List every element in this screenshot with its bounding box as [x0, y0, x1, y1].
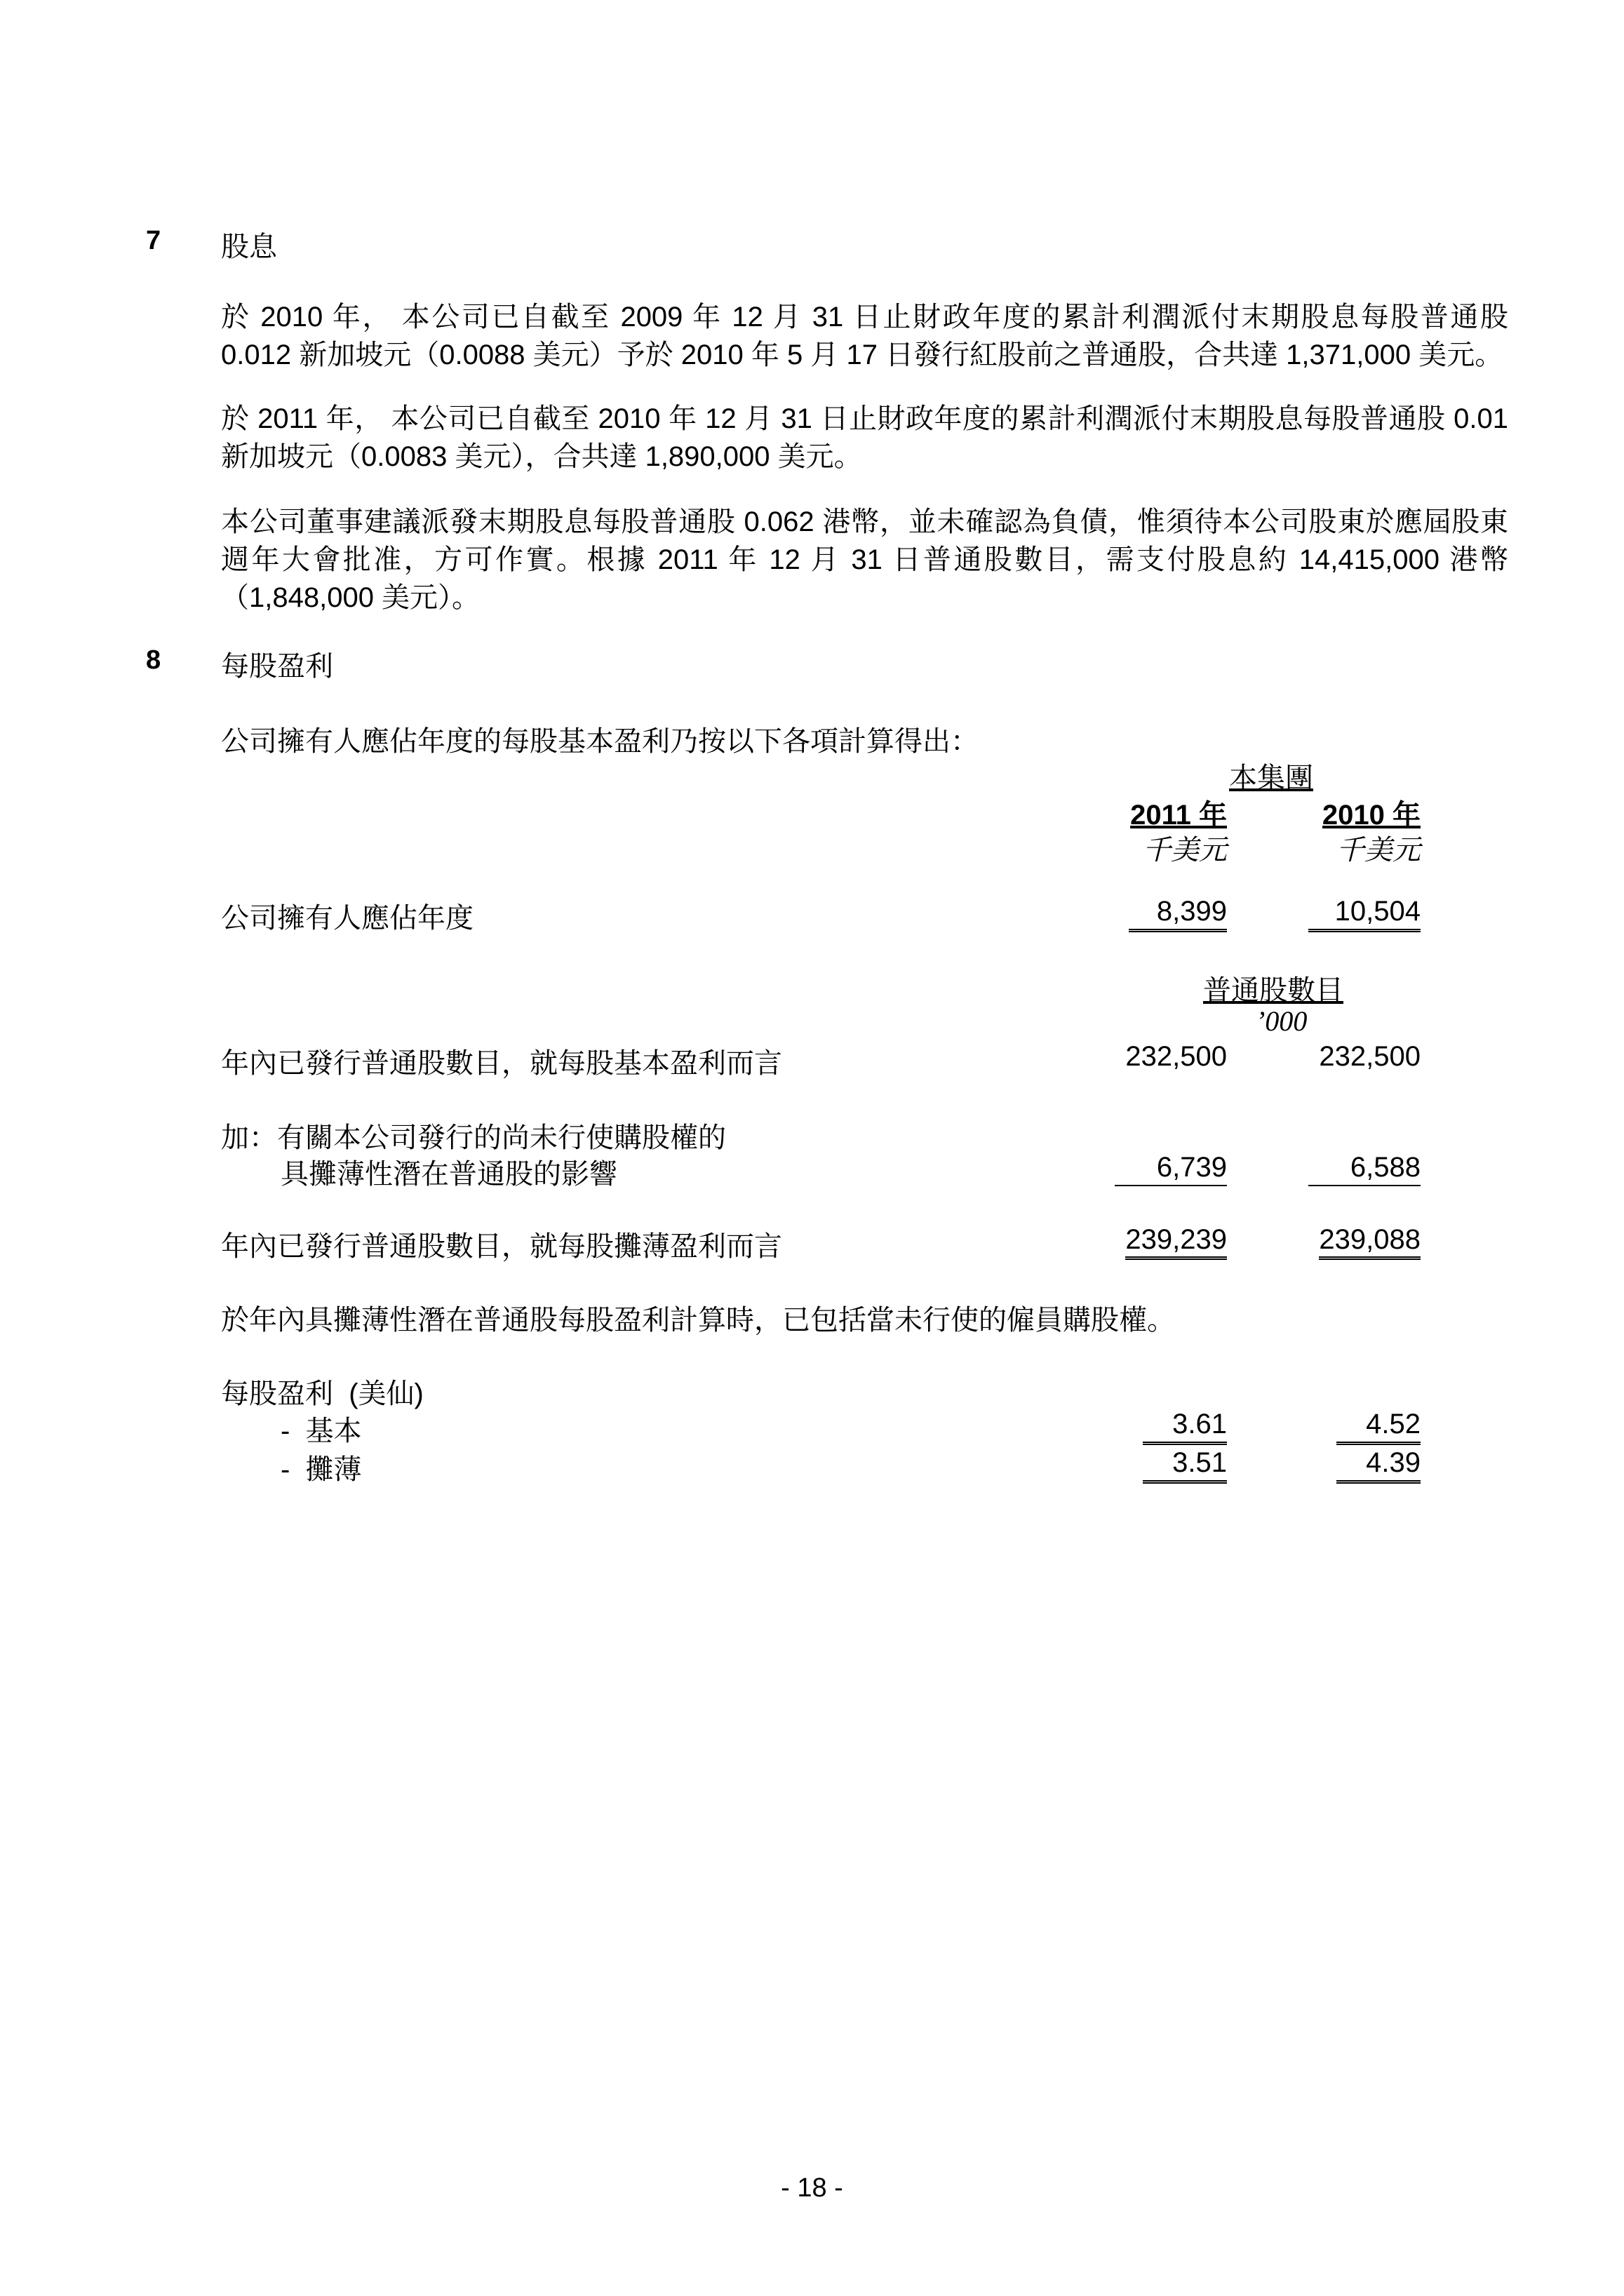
shares-unit: ’000 [1256, 1005, 1308, 1037]
row-eps-diluted-2011-value: 3.51 [1143, 1447, 1227, 1484]
section-7-title: 股息 [221, 231, 277, 262]
row-add-2010-value: 6,588 [1308, 1152, 1421, 1186]
row-add-label-line1: 加：有關本公司發行的尚未行使購股權的 [221, 1122, 726, 1153]
row-add-label-line2: 具攤薄性潛在普通股的影響 [281, 1159, 617, 1190]
col2-unit: 千美元 [1336, 834, 1421, 866]
row-add-2011-value: 6,739 [1115, 1152, 1227, 1186]
row-eps-diluted-2010 [1336, 1447, 1421, 1484]
section-8-title: 每股盈利 [221, 651, 333, 682]
row-eps-basic-label: - 基本 [281, 1416, 362, 1446]
row-diluted-shares-2010 [1319, 1224, 1421, 1256]
row-add-2010 [1308, 1152, 1421, 1186]
row-profit-2010-value: 10,504 [1308, 896, 1421, 932]
row-profit-2010 [1308, 896, 1421, 932]
row-profit-2011-value: 8,399 [1129, 896, 1227, 932]
section-7-number: 7 [146, 226, 161, 255]
row-diluted-shares-2010-value: 239,088 [1319, 1224, 1421, 1260]
row-diluted-shares-2011 [1125, 1224, 1227, 1256]
col1-unit: 千美元 [1143, 834, 1227, 866]
row-basic-shares-2011: 232,500 [1125, 1041, 1227, 1072]
dilution-note: 於年內具攤薄性潛在普通股每股盈利計算時，已包括當未行使的僱員購股權。 [221, 1305, 1175, 1336]
row-basic-shares-label: 年內已發行普通股數目，就每股基本盈利而言 [221, 1048, 782, 1079]
row-eps-diluted-2011 [1143, 1447, 1227, 1484]
eps-intro: 公司擁有人應佔年度的每股基本盈利乃按以下各項計算得出： [221, 726, 979, 757]
shares-header: 普通股數目 [1203, 975, 1343, 1006]
page-number: - 18 - [781, 2173, 843, 2203]
row-add-2011 [1115, 1152, 1227, 1186]
row-diluted-shares-label: 年內已發行普通股數目，就每股攤薄盈利而言 [221, 1231, 782, 1262]
group-header: 本集團 [1229, 763, 1313, 793]
row-profit-2011 [1129, 896, 1227, 932]
row-basic-shares-2010: 232,500 [1319, 1041, 1421, 1072]
row-diluted-shares-2011-value: 239,239 [1125, 1224, 1227, 1260]
col1-year: 2011 年 [1130, 800, 1227, 831]
row-profit-label: 公司擁有人應佔年度 [221, 903, 474, 934]
row-eps-basic-2011 [1143, 1409, 1227, 1445]
row-eps-diluted-label: - 攤薄 [281, 1454, 362, 1485]
section-7-paragraph-1: 於 2010 年， 本公司已自截至 2009 年 12 月 31 日止財政年度的累計利潤派付末期股息每股普通股 0.012 新加坡元（0.0088 美元）予於 2010 年 5 月 17 日發行紅股前之普通股，合共達 1,371,000 美元。 [221, 302, 1508, 370]
section-8-number: 8 [146, 645, 161, 675]
row-eps-basic-2010 [1336, 1409, 1421, 1445]
eps-header: 每股盈利 (美仙) [221, 1378, 424, 1409]
section-7-paragraph-2: 於 2011 年， 本公司已自截至 2010 年 12 月 31 日止財政年度的累計利潤派付末期股息每股普通股 0.01 新加坡元（0.0083 美元），合共達 1,890,000 美元。 [221, 403, 1508, 472]
row-eps-basic-2011-value: 3.61 [1143, 1409, 1227, 1445]
row-eps-basic-2010-value: 4.52 [1336, 1409, 1421, 1445]
row-eps-diluted-2010-value: 4.39 [1336, 1447, 1421, 1484]
col2-year: 2010 年 [1322, 800, 1421, 831]
section-7-paragraph-3: 本公司董事建議派發末期股息每股普通股 0.062 港幣，並未確認為負債，惟須待本公司股東於應屆股東週年大會批准，方可作實。根據 2011 年 12 月 31 日普通股數目，需支付股息約 14,415,000 港幣（1,848,000 美元）。 [221, 506, 1508, 613]
